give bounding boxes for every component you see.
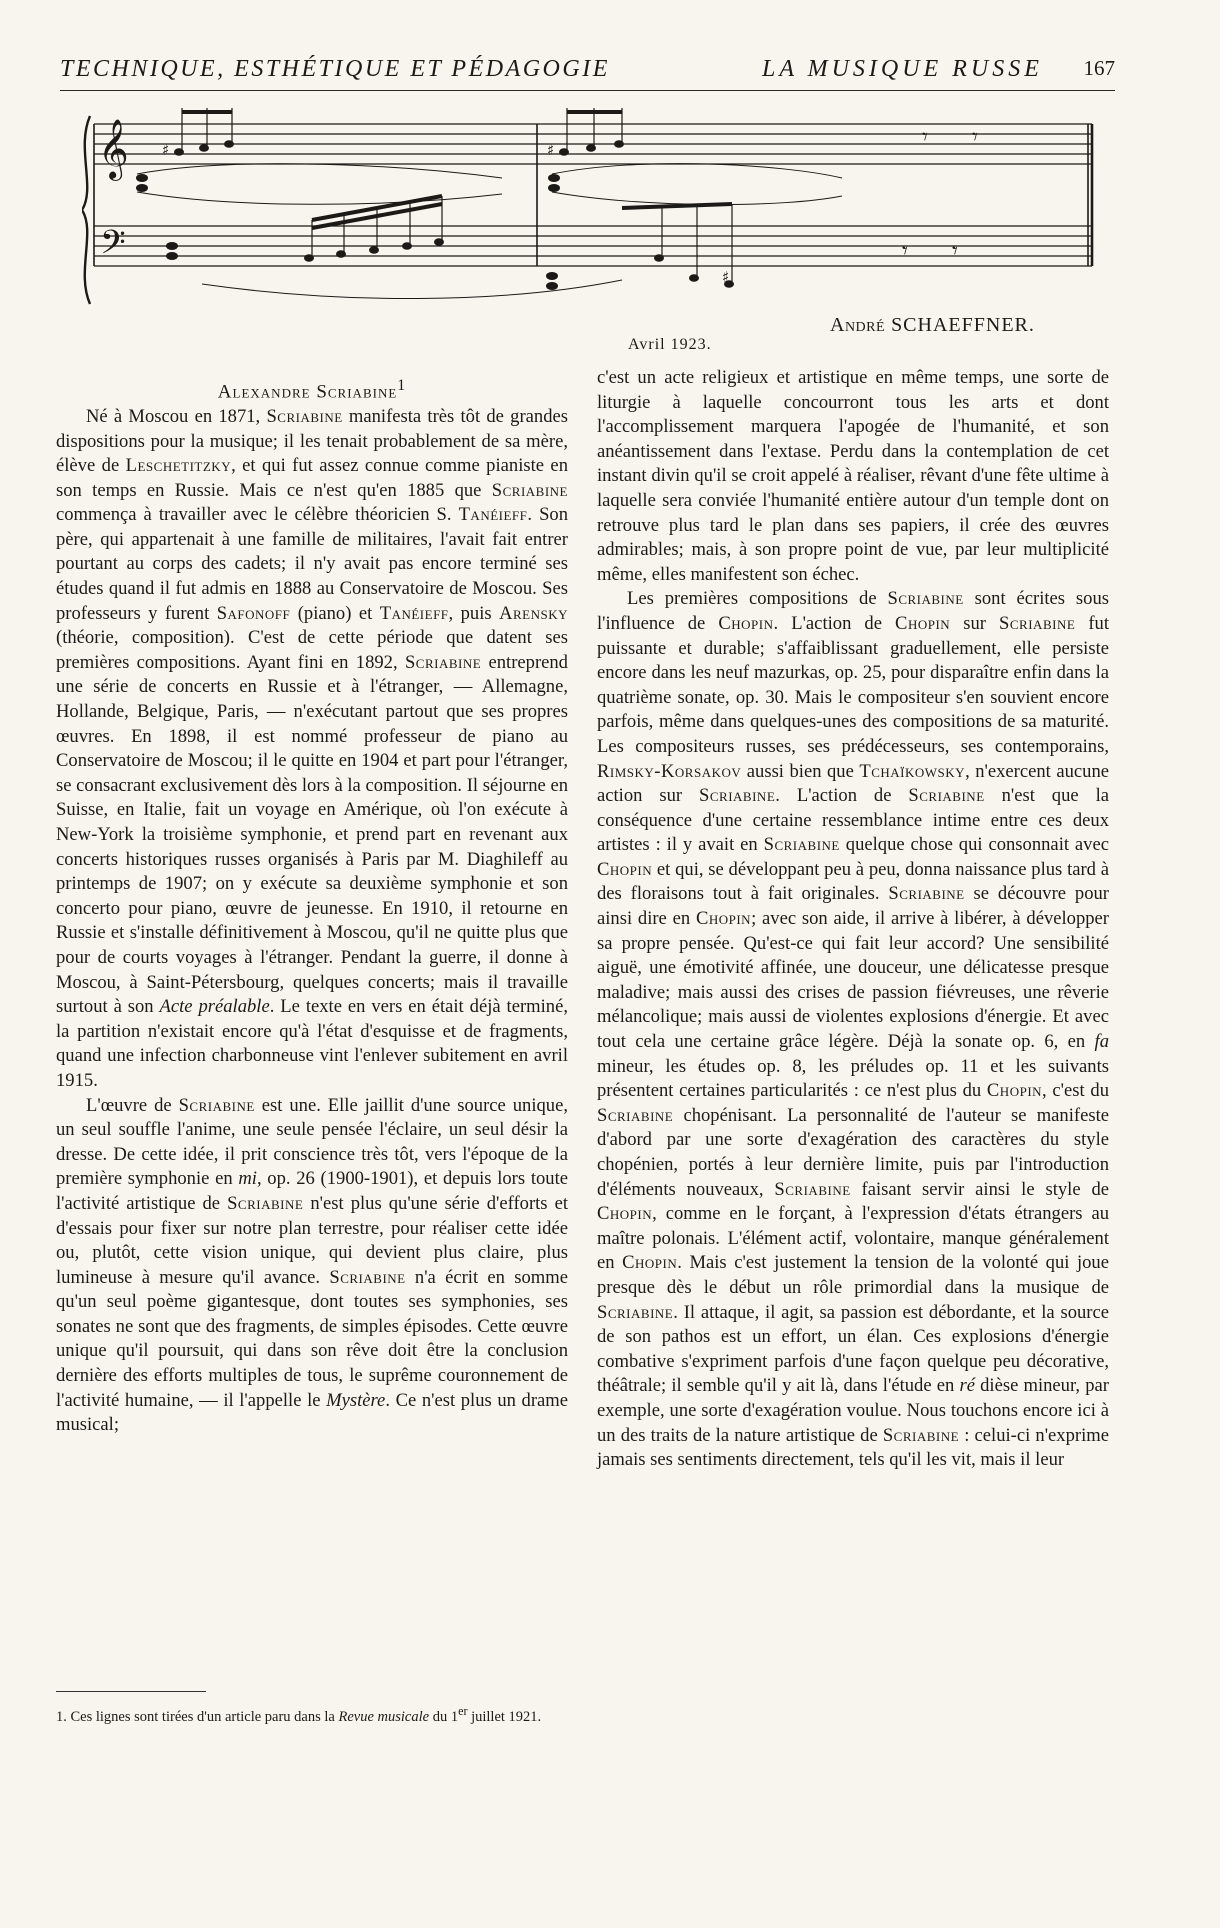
- paragraph-oeuvre: L'œuvre de Scriabine est une. Elle jaillit d'une source unique, un seul souffle l'anime, une seule pensée l'éclaire, un seul désir la dresse. De cette idée, il prit conscience très tôt, vers l'époque de la première symphonie en mi, op. 26 (1900-1901), et depuis lors toute l'activité artistique de Scriabine n'est plus qu'une série d'efforts et d'essais pour fixer sur notre plan terrestre, pour réaliser cette idée ou, plutôt, cette vision unique, qui devient plus claire, plus lumineuse à mesure qu'il avance. Scriabine n'a écrit en somme qu'un seul poème gigantesque, dont toutes ses symphonies, ses sonates ne sont que des fragments, de simples épisodes. Cette œuvre unique qu'il poursuit, qui dans son rêve doit être la conclusion dernière des efforts multiples de tous, le suprême couronnement de l'activité humaine, — il l'appelle le Mystère. Ce n'est plus un drame musical;: [56, 1094, 569, 1436]
- footnote-reference: 1: [397, 377, 407, 394]
- header-left-title: TECHNIQUE, ESTHÉTIQUE ET PÉDAGOGIE: [60, 56, 610, 82]
- footnote-marker: 1.: [56, 1708, 67, 1725]
- svg-text:♯: ♯: [162, 141, 170, 159]
- accidentals: [162, 141, 729, 286]
- svg-text:𝄾: 𝄾: [952, 239, 958, 264]
- section-title: Alexandre Scriabine$^1$: [217, 377, 407, 403]
- page-number: 167: [1083, 56, 1115, 80]
- footnote: 1. Ces lignes sont tirées d'un article paru dans la Revue musicale du 1er juillet 1921.: [56, 1704, 542, 1725]
- bass-clef-icon: 𝄢: [100, 224, 126, 270]
- article-date: Avril 1923.: [628, 336, 712, 353]
- svg-text:𝄾: 𝄾: [972, 125, 978, 150]
- rests: [902, 125, 978, 264]
- noteheads: [136, 140, 734, 290]
- paragraph-continuation: c'est un acte religieux et artistique en même temps, une sorte de liturgie à laquelle concourront tous les arts et dont l'accomplissement marquera l'apogée de l'humanité, et son anéantissement dans l'extase. Perdu dans la contemplation de cet instant divin qu'il se croit appelé à réaliser, rêvant d'une fête ultime à laquelle sera conviée l'humanité entière autour d'un temple dont on retrouve plus tard le plan dans ses papiers, il crée des œuvres admirables; mais, à son propre point de vue, par leur multiplicité même, elles manifestent son échec.: [597, 367, 1109, 585]
- article-signature: [830, 314, 1035, 337]
- paragraph-chopin-influence: Les premières compositions de Scriabine sont écrites sous l'influence de Chopin. L'action de Chopin sur Scriabine fut puissante et durable; s'affaiblissant graduellement, elle persiste encore dans les neuf mazurkas, op. 25, pour disparaître enfin dans la quatrième sonate, op. 30. Mais le compositeur s'en souvient encore parfois, même dans quelques-unes des compositions de sa maturité. Les compositeurs russes, ses prédécesseurs, ses contemporains, Rimsky-Korsakov aussi bien que Tchaïkowsky, n'exercent aucune action sur Scriabine. L'action de Scriabine n'est que la conséquence d'une certaine ressemblance intime entre ces deux artistes : il y avait en Scriabine quelque chose qui consonnait avec Chopin et qui, se développant peu à peu, donna naissance plus tard à des floraisons tout à fait originales. Scriabine se découvre pour ainsi dire en Chopin; avec son aide, il arrive à libérer, à développer sa propre pensée. Qu'est-ce qui fait leur accord? Une sensibilité aiguë, une émotivité affinée, une douceur, une délicatesse presque maladive; mais aussi des crises de passion fiévreuses, une rêverie mélancolique; mais aussi de violentes explosions d'énergie. Et avec tout cela une certaine grâce légère. Déjà la sonate op. 6, en fa mineur, les études op. 8, les préludes op. 11 et les suivants présentent certaines particularités : ce n'est plus du Chopin, c'est du Scriabine chopénisant. La personnalité de l'auteur se manifeste d'abord par une sorte d'exagération des caractères du style chopénien, portés à leur dernière limite, puis par l'introduction d'éléments nouveaux, Scriabine faisant servir ainsi le style de Chopin, comme en le forçant, à l'expression d'états étrangers au maître polonais. L'élément actif, volontaire, manque généralement en Chopin. Mais c'est justement la tension de la volonté qui joue presque dès le début un rôle primordial dans la musique de Scriabine. Il attaque, il agit, sa passion est débordante, et la source de son pathos est un effort, un élan. Ces explosions d'énergie combative s'expriment parfois d'une façon quelque peu décorative, théâtrale; il semble qu'il y ait là, dans l'étude en ré dièse mineur, par exemple, une sorte d'exagération voulue. Nous touchons encore ici à un des traits de la nature artistique de Scriabine : celui-ci n'exprime jamais ses sentiments directement, tels qu'il les vit, mais il leur: [597, 588, 1110, 1471]
- svg-text:𝄾: 𝄾: [902, 239, 908, 264]
- right-column: [597, 366, 1109, 1473]
- signature-first-name: André: [830, 314, 886, 336]
- svg-text:♯: ♯: [722, 268, 730, 286]
- treble-staff: [94, 124, 1092, 164]
- svg-text:𝄾: 𝄾: [922, 125, 928, 150]
- svg-text:♯: ♯: [547, 141, 555, 159]
- running-header: [60, 56, 1115, 91]
- signature-last-name: SCHAEFFNER.: [891, 314, 1035, 336]
- footnote-journal: Revue musicale: [338, 1708, 430, 1725]
- beams: [182, 108, 732, 228]
- footnote-divider: [56, 1691, 206, 1692]
- left-column: [56, 374, 568, 1438]
- treble-clef-icon: 𝄞: [98, 119, 129, 179]
- paragraph-biography: Né à Moscou en 1871, Scriabine manifesta très tôt de grandes dispositions pour la musique; il les tenait probablement de sa mère, élève de Leschetitzky, et qui fut assez connue comme pianiste en son temps en Russie. Mais ce n'est qu'en 1885 que Scriabine commença à travailler avec le célèbre théoricien S. Tanéieff. Son père, qui appartenait à une famille de militaires, l'avait fait entrer pourtant au corps des cadets; il n'y avait pas encore terminé ses études quand il fut admis en 1888 au Conservatoire de Moscou. Ses professeurs y furent Safonoff (piano) et Tanéieff, puis Arensky (théorie, composition). C'est de cette période que datent ses premières compositions. Ayant fini en 1892, Scriabine entreprend une série de concerts en Russie et à l'étranger, — Allemagne, Hollande, Belgique, Paris, — n'exécutant partout que ses propres œuvres. En 1898, il est nommé professeur de piano au Conservatoire de Moscou; il le quitte en 1904 et part pour l'étranger, se consacrant exclusivement dès lors à la composition. Il séjourne en Suisse, en Italie, fait un voyage en Amérique, où l'on exécute à New-York la troisième symphonie, et prend part en revenant aux concerts historiques russes organisés à Paris par M. Diaghileff au printemps de 1907; on y exécute sa deuxième symphonie et son concerto pour piano, œuvre de jeunesse. En 1910, il retourne en Russie et s'installe définitivement à Moscou, qu'il ne quitte plus que pour de courts voyages à l'étranger. Pendant la guerre, il donne à Moscou, à Saint-Pétersbourg, quelques concerts; mais il travaille surtout à son Acte préalable. Le texte en vers en était déjà terminé, la partition n'existait encore qu'à l'état d'esquisse et de fragments, quand une infection charbonneuse vint l'enlever subitement en avril 1915.: [56, 405, 569, 1091]
- brace: [82, 116, 90, 304]
- music-score-excerpt: [82, 108, 1097, 320]
- header-center-title: LA MUSIQUE RUSSE: [762, 56, 1043, 82]
- slurs: [137, 164, 842, 299]
- bass-staff: [94, 226, 1092, 266]
